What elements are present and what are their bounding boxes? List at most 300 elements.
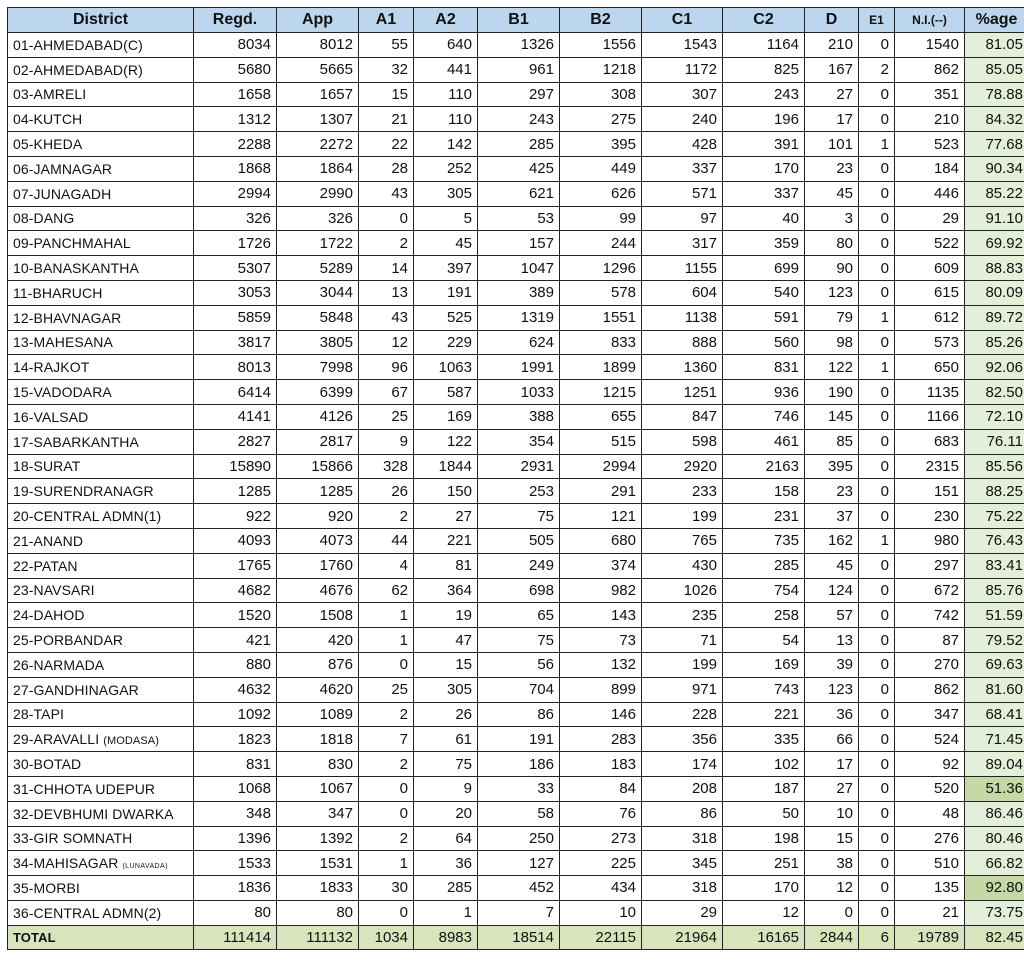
table-row [8,132,1024,157]
cell-ni: 980 [895,528,965,553]
cell-app: 4073 [277,528,359,553]
header-percentage: %age [965,8,1024,33]
district-name [8,231,194,256]
cell-ni: 87 [895,628,965,653]
cell-app: 5848 [277,305,359,330]
cell-c1: 356 [642,727,723,752]
table-row [8,727,1024,752]
header-a2: A2 [414,8,478,33]
district-name-text: 19-SURENDRANAGR [13,483,154,500]
cell-b2: 449 [560,156,642,181]
cell-c2: 40 [723,206,805,231]
cell-a1: 28 [359,156,414,181]
cell-c2: 231 [723,504,805,529]
cell-a1: 43 [359,305,414,330]
cell-b2: 395 [560,132,642,157]
cell-a1: 21 [359,107,414,132]
cell-percentage: 89.04 [965,752,1024,777]
cell-app: 6399 [277,380,359,405]
cell-regd: 8034 [194,33,277,58]
cell-c2: 735 [723,528,805,553]
cell-a2: 8983 [414,925,478,950]
district-name [8,826,194,851]
cell-d: 37 [805,504,859,529]
cell-c2: 170 [723,876,805,901]
cell-ni: 520 [895,776,965,801]
cell-e1: 0 [859,330,895,355]
cell-app: 4126 [277,404,359,429]
cell-regd: 1726 [194,231,277,256]
cell-c1: 2920 [642,454,723,479]
cell-a2: 221 [414,528,478,553]
cell-d: 17 [805,752,859,777]
district-name-text: 02-AHMEDABAD(R) [13,61,143,78]
cell-c1: 174 [642,752,723,777]
district-name [8,280,194,305]
cell-regd: 1068 [194,776,277,801]
cell-percentage: 75.22 [965,504,1024,529]
cell-e1: 0 [859,752,895,777]
cell-c1: 29 [642,900,723,925]
cell-a2: 142 [414,132,478,157]
cell-c1: 235 [642,603,723,628]
cell-ni: 612 [895,305,965,330]
cell-d: 23 [805,156,859,181]
cell-e1: 0 [859,851,895,876]
cell-c2: 831 [723,355,805,380]
cell-e1: 0 [859,826,895,851]
cell-app: 2990 [277,181,359,206]
cell-e1: 0 [859,603,895,628]
cell-a1: 2 [359,702,414,727]
cell-e1: 0 [859,429,895,454]
table-row [8,181,1024,206]
cell-c1: 21964 [642,925,723,950]
cell-d: 162 [805,528,859,553]
district-name-text: 28-TAPI [13,706,65,723]
cell-a2: 20 [414,801,478,826]
cell-app: 2817 [277,429,359,454]
cell-d: 124 [805,578,859,603]
district-name [8,107,194,132]
cell-percentage: 51.59 [965,603,1024,628]
cell-c2: 50 [723,801,805,826]
cell-ni: 297 [895,553,965,578]
district-name-text: 24-DAHOD [13,607,85,624]
table-row [8,57,1024,82]
district-name-text: 29-ARAVALLI [13,730,100,747]
header-c1: C1 [642,8,723,33]
cell-c2: 743 [723,677,805,702]
cell-a1: 0 [359,776,414,801]
cell-c1: 1251 [642,380,723,405]
cell-b1: 621 [478,181,560,206]
cell-b1: 65 [478,603,560,628]
cell-b2: 273 [560,826,642,851]
district-name [8,206,194,231]
cell-regd: 2994 [194,181,277,206]
cell-e1: 0 [859,776,895,801]
cell-e1: 0 [859,33,895,58]
cell-percentage: 85.56 [965,454,1024,479]
cell-percentage: 88.25 [965,479,1024,504]
cell-a2: 64 [414,826,478,851]
cell-regd: 3817 [194,330,277,355]
cell-a2: 191 [414,280,478,305]
cell-c1: 1026 [642,578,723,603]
header-c2: C2 [723,8,805,33]
cell-ni: 184 [895,156,965,181]
cell-c1: 847 [642,404,723,429]
cell-ni: 2315 [895,454,965,479]
district-name [8,727,194,752]
cell-a2: 397 [414,256,478,281]
cell-a1: 13 [359,280,414,305]
cell-d: 57 [805,603,859,628]
cell-ni: 523 [895,132,965,157]
cell-app: 5665 [277,57,359,82]
cell-a1: 15 [359,82,414,107]
cell-percentage: 81.05 [965,33,1024,58]
cell-d: 23 [805,479,859,504]
cell-c2: 258 [723,603,805,628]
cell-d: 36 [805,702,859,727]
cell-regd: 4632 [194,677,277,702]
district-name [8,628,194,653]
cell-c2: 12 [723,900,805,925]
cell-percentage: 85.22 [965,181,1024,206]
cell-a2: 26 [414,702,478,727]
cell-app: 1508 [277,603,359,628]
cell-b2: 76 [560,801,642,826]
cell-ni: 1135 [895,380,965,405]
table-row [8,801,1024,826]
cell-e1: 0 [859,677,895,702]
cell-b1: 186 [478,752,560,777]
cell-b2: 283 [560,727,642,752]
cell-e1: 0 [859,280,895,305]
cell-ni: 210 [895,107,965,132]
district-name [8,752,194,777]
cell-a2: 169 [414,404,478,429]
cell-b2: 22115 [560,925,642,950]
cell-c2: 285 [723,553,805,578]
cell-ni: 862 [895,677,965,702]
table-row [8,454,1024,479]
cell-regd: 1520 [194,603,277,628]
cell-app: 1285 [277,479,359,504]
cell-app: 1657 [277,82,359,107]
cell-ni: 524 [895,727,965,752]
cell-regd: 1765 [194,553,277,578]
table-row [8,628,1024,653]
cell-a1: 12 [359,330,414,355]
cell-a2: 1 [414,900,478,925]
district-name-text: 31-CHHOTA UDEPUR [13,780,156,797]
district-name-text: TOTAL [13,930,56,946]
cell-c1: 97 [642,206,723,231]
cell-a2: 45 [414,231,478,256]
cell-percentage: 73.75 [965,900,1024,925]
cell-e1: 0 [859,801,895,826]
cell-app: 8012 [277,33,359,58]
cell-e1: 0 [859,156,895,181]
cell-percentage: 85.26 [965,330,1024,355]
cell-a2: 15 [414,652,478,677]
table-row [8,107,1024,132]
cell-d: 90 [805,256,859,281]
cell-ni: 573 [895,330,965,355]
cell-a2: 441 [414,57,478,82]
cell-c1: 233 [642,479,723,504]
cell-app: 5289 [277,256,359,281]
cell-c2: 337 [723,181,805,206]
cell-percentage: 66.82 [965,851,1024,876]
table-row [8,429,1024,454]
cell-ni: 742 [895,603,965,628]
table-row [8,305,1024,330]
cell-b1: 297 [478,82,560,107]
cell-b2: 833 [560,330,642,355]
cell-b2: 1218 [560,57,642,82]
table-row [8,256,1024,281]
district-name-text: 36-CENTRAL ADMN(2) [13,904,162,921]
cell-app: 111132 [277,925,359,950]
district-name [8,57,194,82]
cell-b2: 84 [560,776,642,801]
cell-e1: 0 [859,454,895,479]
cell-a1: 96 [359,355,414,380]
district-note: (LUNAVADA) [122,863,168,871]
cell-a2: 364 [414,578,478,603]
cell-c2: 591 [723,305,805,330]
total-row [8,925,1024,950]
cell-a2: 1063 [414,355,478,380]
cell-c1: 1543 [642,33,723,58]
cell-percentage: 77.68 [965,132,1024,157]
district-name-text: 34-MAHISAGAR [13,855,119,872]
cell-b2: 626 [560,181,642,206]
cell-b1: 388 [478,404,560,429]
district-name-text: 10-BANASKANTHA [13,260,139,277]
cell-regd: 1868 [194,156,277,181]
district-name [8,256,194,281]
table-row [8,900,1024,925]
cell-a1: 7 [359,727,414,752]
cell-d: 12 [805,876,859,901]
cell-ni: 683 [895,429,965,454]
cell-a1: 14 [359,256,414,281]
table-row [8,578,1024,603]
district-name-text: 09-PANCHMAHAL [13,235,131,252]
cell-percentage: 69.92 [965,231,1024,256]
cell-a1: 9 [359,429,414,454]
district-name-text: 20-CENTRAL ADMN(1) [13,508,162,525]
cell-e1: 0 [859,553,895,578]
cell-percentage: 81.60 [965,677,1024,702]
district-note: (MODASA) [103,734,159,747]
cell-c1: 240 [642,107,723,132]
district-name [8,801,194,826]
cell-a2: 150 [414,479,478,504]
cell-app: 420 [277,628,359,653]
district-name-text: 12-BHAVNAGAR [13,309,122,326]
cell-c2: 540 [723,280,805,305]
district-name-text: 30-BOTAD [13,756,82,772]
cell-percentage: 84.32 [965,107,1024,132]
cell-b2: 1296 [560,256,642,281]
cell-app: 2272 [277,132,359,157]
cell-percentage: 85.05 [965,57,1024,82]
cell-a2: 122 [414,429,478,454]
cell-c2: 169 [723,652,805,677]
cell-e1: 1 [859,528,895,553]
table-row [8,355,1024,380]
district-name-text: 08-DANG [13,210,75,227]
cell-b2: 244 [560,231,642,256]
cell-a2: 81 [414,553,478,578]
cell-regd: 1823 [194,727,277,752]
cell-d: 190 [805,380,859,405]
table-row [8,33,1024,58]
table-row [8,652,1024,677]
cell-a1: 67 [359,380,414,405]
cell-d: 27 [805,776,859,801]
cell-c1: 888 [642,330,723,355]
cell-c2: 158 [723,479,805,504]
table-row [8,603,1024,628]
cell-c2: 825 [723,57,805,82]
cell-c1: 1360 [642,355,723,380]
cell-b1: 56 [478,652,560,677]
cell-regd: 1658 [194,82,277,107]
cell-b1: 75 [478,628,560,653]
cell-a1: 22 [359,132,414,157]
cell-a2: 110 [414,82,478,107]
cell-a2: 9 [414,776,478,801]
district-name-text: 21-ANAND [13,532,84,549]
cell-e1: 0 [859,231,895,256]
cell-a1: 55 [359,33,414,58]
cell-d: 101 [805,132,859,157]
district-name-text: 13-MAHESANA [13,334,113,351]
cell-b2: 291 [560,479,642,504]
cell-percentage: 91.10 [965,206,1024,231]
cell-b2: 578 [560,280,642,305]
cell-b1: 253 [478,479,560,504]
cell-ni: 230 [895,504,965,529]
cell-b2: 308 [560,82,642,107]
district-name-text: 33-GIR SOMNATH [13,830,133,847]
cell-c1: 430 [642,553,723,578]
table-row [8,528,1024,553]
header-b2: B2 [560,8,642,33]
cell-c1: 199 [642,504,723,529]
cell-b2: 275 [560,107,642,132]
cell-app: 1307 [277,107,359,132]
cell-b1: 1047 [478,256,560,281]
cell-regd: 880 [194,652,277,677]
district-name-text: 22-PATAN [13,557,78,574]
cell-e1: 0 [859,702,895,727]
header-ni: N.I.(--) [895,8,965,33]
cell-regd: 8013 [194,355,277,380]
header-a1: A1 [359,8,414,33]
cell-d: 45 [805,553,859,578]
cell-c2: 754 [723,578,805,603]
district-name [8,603,194,628]
cell-c2: 391 [723,132,805,157]
cell-b1: 250 [478,826,560,851]
cell-app: 326 [277,206,359,231]
cell-a1: 0 [359,206,414,231]
cell-regd: 831 [194,752,277,777]
cell-regd: 1092 [194,702,277,727]
cell-percentage: 80.09 [965,280,1024,305]
cell-percentage: 69.63 [965,652,1024,677]
cell-b1: 624 [478,330,560,355]
cell-b2: 1551 [560,305,642,330]
table-row [8,851,1024,876]
header-regd: Regd. [194,8,277,33]
cell-c2: 359 [723,231,805,256]
table-row [8,231,1024,256]
district-name-text: 01-AHMEDABAD(C) [13,36,143,53]
cell-a2: 229 [414,330,478,355]
district-name [8,156,194,181]
table-row [8,702,1024,727]
cell-c1: 199 [642,652,723,677]
cell-d: 85 [805,429,859,454]
cell-regd: 15890 [194,454,277,479]
district-name [8,479,194,504]
cell-ni: 672 [895,578,965,603]
cell-b2: 146 [560,702,642,727]
cell-regd: 2288 [194,132,277,157]
cell-d: 3 [805,206,859,231]
cell-a1: 1 [359,628,414,653]
cell-d: 79 [805,305,859,330]
cell-d: 17 [805,107,859,132]
cell-a1: 1034 [359,925,414,950]
cell-regd: 1312 [194,107,277,132]
cell-a2: 47 [414,628,478,653]
cell-e1: 6 [859,925,895,950]
cell-e1: 0 [859,628,895,653]
cell-d: 45 [805,181,859,206]
cell-a2: 252 [414,156,478,181]
table-row [8,479,1024,504]
cell-a2: 1844 [414,454,478,479]
district-name-text: 06-JAMNAGAR [13,160,113,177]
cell-c1: 571 [642,181,723,206]
cell-app: 1760 [277,553,359,578]
district-name-text: 23-NAVSARI [13,582,95,599]
cell-c2: 251 [723,851,805,876]
cell-a2: 36 [414,851,478,876]
table-row [8,677,1024,702]
cell-b1: 75 [478,504,560,529]
cell-c2: 461 [723,429,805,454]
cell-b1: 704 [478,677,560,702]
cell-a2: 305 [414,181,478,206]
district-name-text: 25-PORBANDAR [13,632,124,649]
district-name [8,132,194,157]
cell-a1: 2 [359,826,414,851]
cell-c1: 1155 [642,256,723,281]
cell-app: 876 [277,652,359,677]
cell-b1: 1033 [478,380,560,405]
